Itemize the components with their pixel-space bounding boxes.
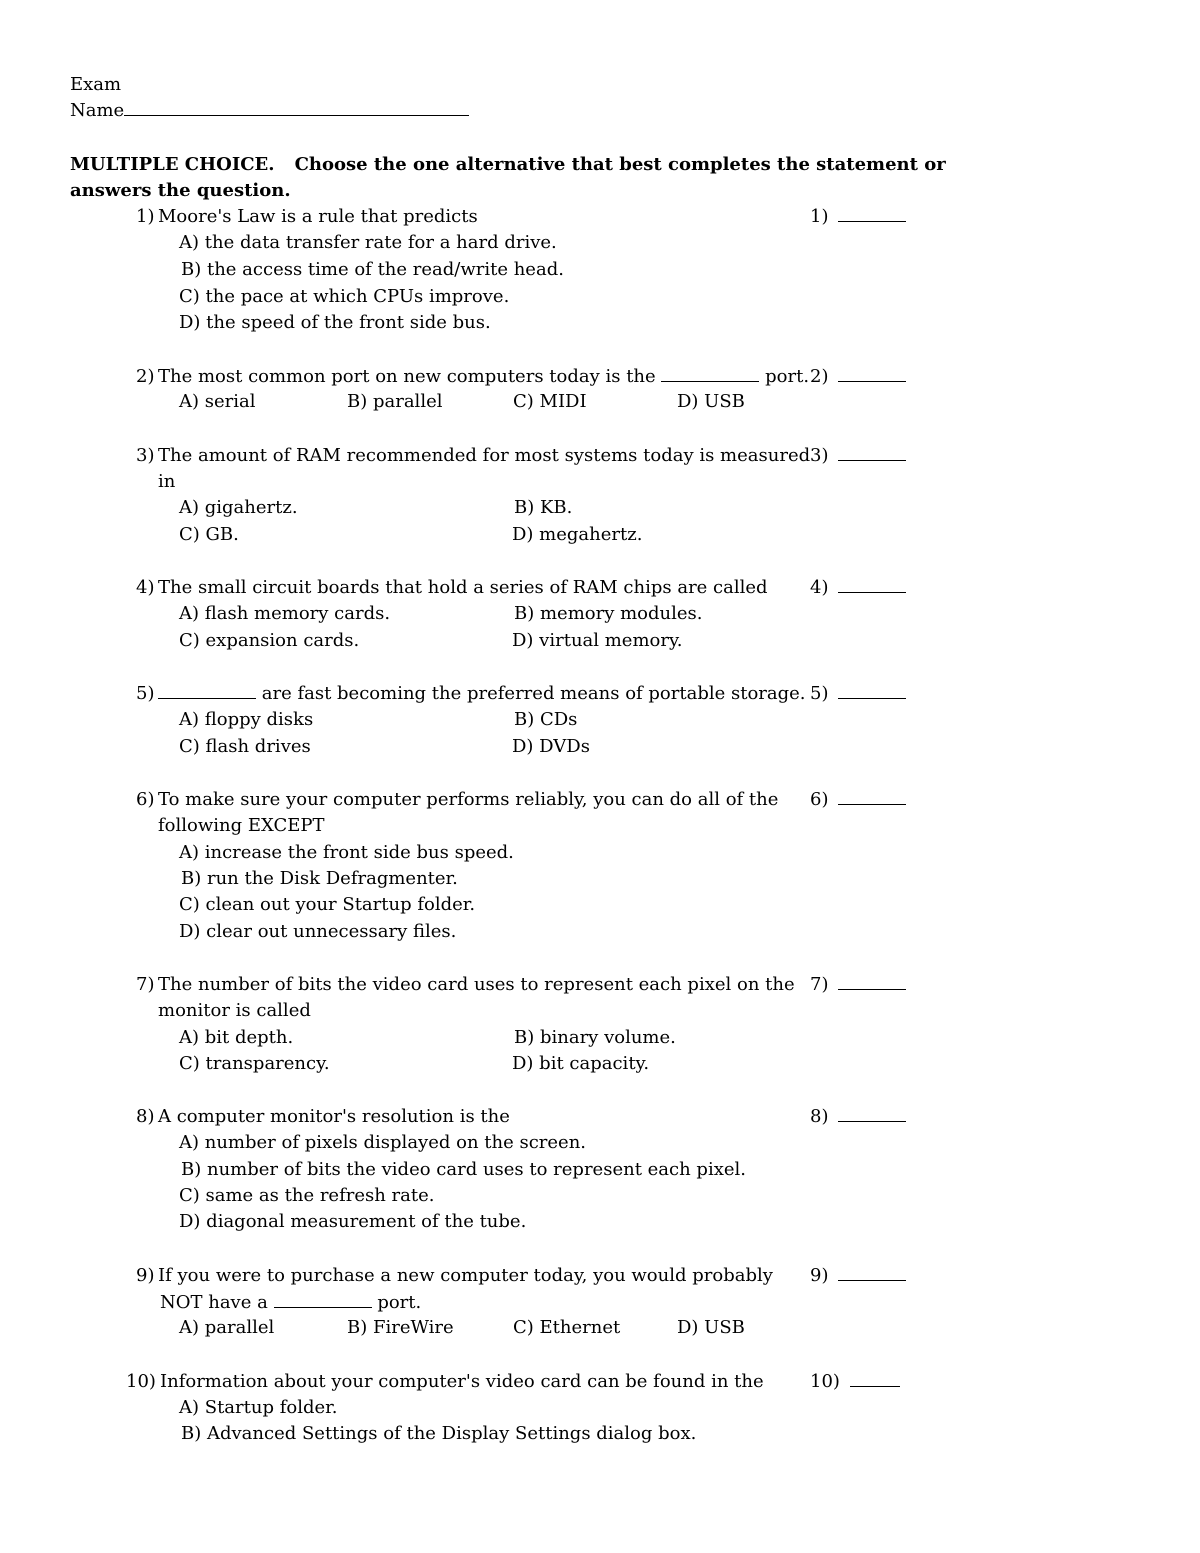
choice-d: D) clear out unnecessary files. <box>179 921 457 942</box>
answer-label: 4) <box>810 577 829 598</box>
choice-b: B) run the Disk Defragmenter. <box>181 868 458 889</box>
choice-b: B) FireWire <box>347 1317 454 1338</box>
answer-blank[interactable] <box>810 364 906 390</box>
choice-a: A) Startup folder. <box>179 1397 338 1418</box>
choice-d: D) megahertz. <box>512 524 643 545</box>
question-stem: If you were to purchase a new computer today, you would probably <box>158 1265 773 1286</box>
fill-blank <box>158 681 256 699</box>
question-stem: Information about your computer's video card can be found in the <box>160 1371 764 1392</box>
answer-blank[interactable] <box>810 443 906 469</box>
stem-text: port. <box>765 366 810 387</box>
answer-label: 2) <box>810 366 829 387</box>
answer-line[interactable] <box>838 443 906 461</box>
answer-blank[interactable] <box>810 787 906 813</box>
choice-a: A) the data transfer rate for a hard drive. <box>179 232 557 253</box>
answer-label: 7) <box>810 974 829 995</box>
choice-d: D) USB <box>677 391 745 412</box>
question-stem-line-2: following EXCEPT <box>158 815 325 836</box>
question-stem: The number of bits the video card uses to represent each pixel on the <box>158 974 795 995</box>
choice-c: C) Ethernet <box>513 1317 621 1338</box>
choice-a: A) number of pixels displayed on the screen. <box>179 1132 587 1153</box>
stem-text: are fast becoming the preferred means of portable storage. <box>261 683 806 704</box>
question-stem: The small circuit boards that hold a series of RAM chips are called <box>158 577 768 598</box>
choice-a: A) flash memory cards. <box>179 603 391 624</box>
question-number: 8) <box>136 1106 155 1127</box>
question-number: 3) <box>136 445 155 466</box>
question-stem: To make sure your computer performs reliably, you can do all of the <box>158 789 779 810</box>
choice-b: B) Advanced Settings of the Display Settings dialog box. <box>181 1423 697 1444</box>
fill-blank <box>274 1290 372 1308</box>
instructions-line-2: answers the question. <box>70 180 291 201</box>
exam-label: Exam <box>70 74 122 95</box>
answer-label: 8) <box>810 1106 829 1127</box>
question-number: 6) <box>136 789 155 810</box>
answer-label: 6) <box>810 789 829 810</box>
question-stem: The amount of RAM recommended for most systems today is measured <box>158 445 811 466</box>
choice-b: B) CDs <box>514 709 578 730</box>
choice-b: B) the access time of the read/write head. <box>181 259 564 280</box>
question-stem-line-2: monitor is called <box>158 1000 311 1021</box>
answer-blank[interactable] <box>810 1104 906 1130</box>
choice-c: C) the pace at which CPUs improve. <box>179 286 510 307</box>
choice-c: C) clean out your Startup folder. <box>179 894 476 915</box>
answer-blank[interactable] <box>810 972 906 998</box>
choice-d: D) DVDs <box>512 736 590 757</box>
choice-c: C) flash drives <box>179 736 311 757</box>
choice-a: A) parallel <box>179 1317 275 1338</box>
fill-blank <box>661 364 759 382</box>
choice-b: B) KB. <box>514 497 573 518</box>
choice-a: A) gigahertz. <box>179 497 298 518</box>
stem-text: The most common port on new computers today is the <box>158 366 656 387</box>
choice-d: D) virtual memory. <box>512 630 683 651</box>
question-stem: Moore's Law is a rule that predicts <box>158 206 478 227</box>
answer-line[interactable] <box>838 364 906 382</box>
answer-label: 9) <box>810 1265 829 1286</box>
answer-line[interactable] <box>850 1369 900 1387</box>
choice-a: A) floppy disks <box>179 709 314 730</box>
answer-line[interactable] <box>838 1263 906 1281</box>
name-blank[interactable] <box>124 98 469 116</box>
question-stem-line-2 <box>160 1290 421 1316</box>
choice-c: C) same as the refresh rate. <box>179 1185 435 1206</box>
question-stem-line-2: in <box>158 471 176 492</box>
choice-d: D) bit capacity. <box>512 1053 650 1074</box>
choice-b: B) binary volume. <box>514 1027 676 1048</box>
question-number: 2) <box>136 366 155 387</box>
answer-line[interactable] <box>838 1104 906 1122</box>
choice-a: A) serial <box>179 391 256 412</box>
question-number: 10) <box>126 1371 156 1392</box>
answer-line[interactable] <box>838 972 906 990</box>
stem-text: NOT have a <box>160 1292 268 1313</box>
answer-line[interactable] <box>838 204 906 222</box>
answer-blank[interactable] <box>810 204 906 230</box>
question-number: 9) <box>136 1265 155 1286</box>
name-label: Name <box>70 100 125 121</box>
choice-c: C) MIDI <box>513 391 587 412</box>
question-number: 1) <box>136 206 155 227</box>
answer-label: 3) <box>810 445 829 466</box>
choice-b: B) memory modules. <box>514 603 703 624</box>
choice-c: C) expansion cards. <box>179 630 360 651</box>
name-field[interactable] <box>70 98 469 124</box>
answer-line[interactable] <box>838 787 906 805</box>
stem-text: port. <box>377 1292 422 1313</box>
instructions <box>70 152 946 178</box>
section-title: MULTIPLE CHOICE. <box>70 154 275 175</box>
question-stem <box>158 681 806 707</box>
question-number: 4) <box>136 577 155 598</box>
choice-d: D) USB <box>677 1317 745 1338</box>
choice-a: A) bit depth. <box>179 1027 294 1048</box>
answer-blank[interactable] <box>810 575 906 601</box>
choice-d: D) the speed of the front side bus. <box>179 312 491 333</box>
question-stem: A computer monitor's resolution is the <box>158 1106 510 1127</box>
choice-b: B) number of bits the video card uses to represent each pixel. <box>181 1159 746 1180</box>
question-number: 5) <box>136 683 155 704</box>
answer-blank[interactable] <box>810 1263 906 1289</box>
choice-a: A) increase the front side bus speed. <box>179 842 514 863</box>
answer-blank[interactable] <box>810 681 906 707</box>
answer-label: 10) <box>810 1371 840 1392</box>
instructions-line-1: Choose the one alternative that best completes the statement or <box>294 154 946 175</box>
choice-c: C) GB. <box>179 524 239 545</box>
choice-d: D) diagonal measurement of the tube. <box>179 1211 527 1232</box>
question-number: 7) <box>136 974 155 995</box>
answer-line[interactable] <box>838 575 906 593</box>
question-stem <box>158 364 809 390</box>
answer-blank[interactable] <box>810 1369 900 1395</box>
choice-c: C) transparency. <box>179 1053 330 1074</box>
answer-label: 1) <box>810 206 829 227</box>
choice-b: B) parallel <box>347 391 443 412</box>
answer-label: 5) <box>810 683 829 704</box>
answer-line[interactable] <box>838 681 906 699</box>
